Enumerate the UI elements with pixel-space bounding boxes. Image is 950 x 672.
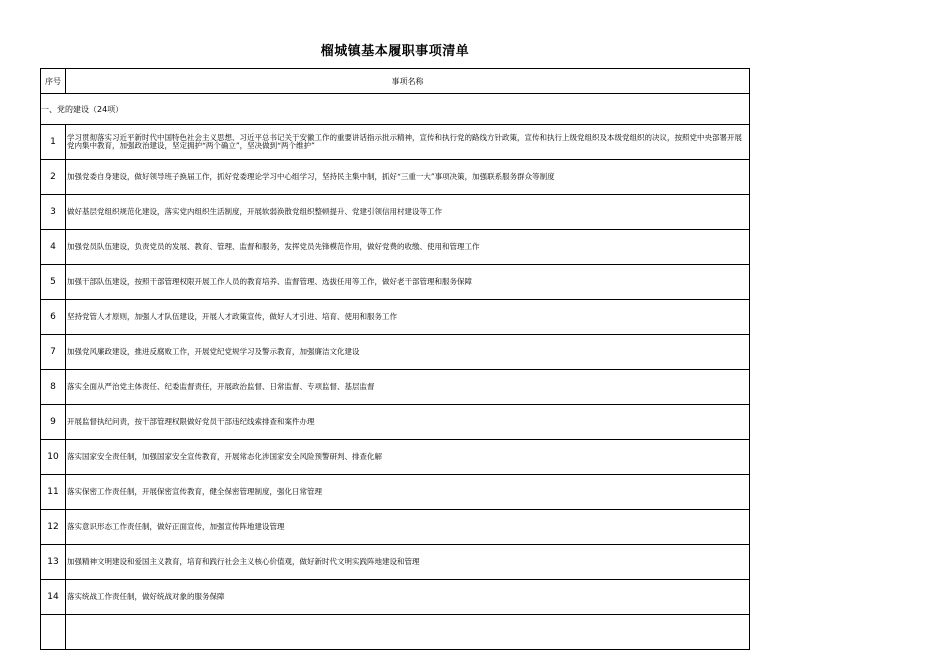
table-row [41,475,750,510]
row-number-cell: 1 [41,125,66,160]
table-row [41,440,750,475]
row-item-cell: 落实全面从严治党主体责任、纪委监督责任，开展政治监督、日常监督、专项监督、基层监督 [66,370,750,405]
row-item-cell: 加强党员队伍建设，负责党员的发展、教育、管理、监督和服务，发挥党员先锋模范作用，做好党费的收缴、使用和管理工作 [66,230,750,265]
table-row [41,125,750,160]
row-item-cell: 加强党委自身建设，做好领导班子换届工作，抓好党委理论学习中心组学习，坚持民主集中制，抓好“三重一大”事项决策，加强联系服务群众等制度 [66,160,750,195]
table-row [41,300,750,335]
row-number-cell: 2 [41,160,66,195]
row-item-cell: 坚持党管人才原则，加强人才队伍建设，开展人才政策宣传，做好人才引进、培育、使用和服务工作 [66,300,750,335]
row-item-cell: 加强党风廉政建设，推进反腐败工作，开展党纪党规学习及警示教育，加强廉洁文化建设 [66,335,750,370]
table-row [41,545,750,580]
section-label: 一、党的建设（24项） [41,94,750,125]
duty-table [40,68,750,650]
row-item-cell: 落实国家安全责任制，加强国家安全宣传教育，开展常态化涉国家安全风险预警研判、排查化解 [66,440,750,475]
row-item-cell: 落实统战工作责任制，做好统战对象的服务保障 [66,580,750,615]
row-number-cell: 6 [41,300,66,335]
row-number-cell: 14 [41,580,66,615]
table-row [41,405,750,440]
row-number-cell: 9 [41,405,66,440]
row-item-cell: 落实意识形态工作责任制，做好正面宣传，加强宣传阵地建设管理 [66,510,750,545]
table-row [41,615,750,650]
table-row [41,370,750,405]
row-number-cell: 12 [41,510,66,545]
row-item-cell: 学习贯彻落实习近平新时代中国特色社会主义思想、习近平总书记关于安徽工作的重要讲话指示批示精神，宣传和执行党的路线方针政策，宣传和执行上级党组织及本级党组织的决议，按照党中央部署开展党内集中教育，加强政治建设，坚定拥护“两个确立”，坚决做到“两个维护” [66,125,750,160]
row-item-cell: 开展监督执纪问责，按干部管理权限做好党员干部违纪线索排查和案件办理 [66,405,750,440]
header-name-cell: 事项名称 [66,69,750,94]
table-row [41,195,750,230]
table-row [41,335,750,370]
row-number-cell: 13 [41,545,66,580]
row-item-cell: 做好基层党组织规范化建设，落实党内组织生活制度，开展软弱涣散党组织整顿提升、党建引领信用村建设等工作 [66,195,750,230]
row-item-cell: 落实保密工作责任制，开展保密宣传教育，健全保密管理制度，强化日常管理 [66,475,750,510]
row-number-cell [41,615,66,650]
row-number-cell: 4 [41,230,66,265]
row-number-cell: 3 [41,195,66,230]
table-row [41,160,750,195]
header-no-cell: 序号 [41,69,66,94]
table-header-row [41,69,750,94]
document-title: 榴城镇基本履职事项清单 [320,44,470,59]
row-number-cell: 7 [41,335,66,370]
row-number-cell: 8 [41,370,66,405]
row-number-cell: 10 [41,440,66,475]
section-row [41,94,750,125]
row-number-cell: 11 [41,475,66,510]
table-row [41,265,750,300]
row-item-cell: 加强干部队伍建设，按照干部管理权限开展工作人员的教育培养、监督管理、选拔任用等工作，做好老干部管理和服务保障 [66,265,750,300]
table-row [41,580,750,615]
table-row [41,510,750,545]
row-item-cell [66,615,750,650]
row-number-cell: 5 [41,265,66,300]
table-row [41,230,750,265]
row-item-cell: 加强精神文明建设和爱国主义教育，培育和践行社会主义核心价值观，做好新时代文明实践阵地建设和管理 [66,545,750,580]
